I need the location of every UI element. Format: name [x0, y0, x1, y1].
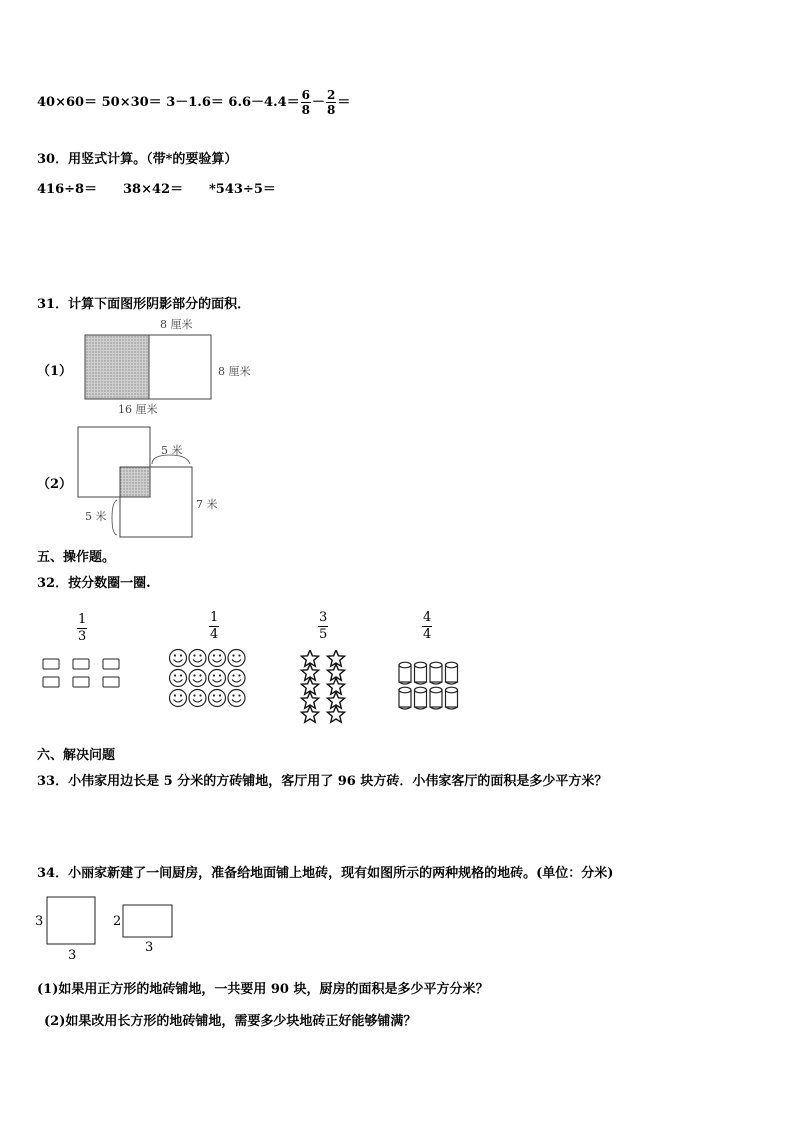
section-5-title: 五、操作题。 — [37, 550, 116, 565]
fraction-3-5: $\frac{3}{5}$ — [319, 610, 328, 642]
fig1-top-label: 8 厘米 — [160, 318, 193, 331]
section-6-title: 六、解决问题 — [37, 748, 116, 763]
fig1-bottom-label: 16 厘米 — [118, 403, 158, 416]
rect-side-label: 2 — [113, 914, 122, 929]
fraction-4-4: $\frac{4}{4}$ — [423, 610, 432, 642]
fraction-1-3: $\frac{1}{3}$ — [78, 612, 87, 644]
rectangle-icon — [43, 677, 59, 687]
arithmetic-line — [37, 88, 350, 117]
smiley-icon — [209, 650, 226, 667]
equals-sign: ＝ — [337, 95, 351, 110]
expr-2: 50×30＝ — [101, 95, 162, 110]
q34-sub2: (2)如果改用长方形的地砖铺地，需要多少块地砖正好能够铺满？ — [44, 1014, 417, 1029]
smiley-icon — [189, 670, 206, 687]
rectangle-icon — [73, 677, 89, 687]
q31-title: 31．计算下面图形阴影部分的面积． — [37, 297, 251, 312]
smiley-icon — [228, 690, 245, 707]
smiley-group — [168, 648, 253, 710]
q30-item-2: 38×42＝ — [123, 182, 184, 197]
q30-item-3: *543÷5＝ — [209, 182, 276, 197]
q32-title: 32．按分数圈一圈. — [37, 576, 151, 591]
q30-item-1: 416÷8＝ — [37, 182, 98, 197]
rectangle-group — [40, 655, 125, 690]
rectangle-icon — [103, 677, 119, 687]
shaded-rectangle-figure-1 — [80, 315, 270, 420]
fig2-top-label: 5 米 — [161, 444, 183, 457]
smiley-icon — [209, 690, 226, 707]
expr-4: 6.6－4.4＝ — [228, 95, 300, 110]
rectangle-icon — [43, 659, 59, 669]
smiley-icon — [170, 670, 187, 687]
shaded-square — [85, 335, 149, 399]
tile-figures — [30, 892, 190, 964]
smiley-icon — [209, 670, 226, 687]
cylinder-icon — [430, 687, 442, 709]
q34-sub1: (1)如果用正方形的地砖铺地，一共要用 90 块，厨房的面积是多少平方分米？ — [37, 982, 489, 997]
minus-sign: － — [312, 95, 326, 110]
smiley-icon — [189, 650, 206, 667]
expr-3: 3－1.6＝ — [166, 95, 224, 110]
square-side-label: 3 — [35, 914, 44, 929]
expr-1: 40×60＝ — [37, 95, 98, 110]
cylinder-icon — [415, 662, 427, 684]
fig2-right-label: 7 米 — [196, 498, 218, 511]
smiley-icon — [189, 690, 206, 707]
cylinder-group — [396, 660, 464, 714]
cylinder-icon — [446, 687, 458, 709]
rectangle-icon — [103, 659, 119, 669]
smiley-icon — [228, 670, 245, 687]
cylinder-icon — [399, 687, 411, 709]
rectangle-tile — [123, 905, 172, 937]
square-bottom-label: 3 — [68, 948, 77, 963]
overlap-squares-figure-2 — [75, 422, 235, 540]
fig1-label: （1） — [37, 364, 73, 379]
smiley-icon — [170, 690, 187, 707]
smiley-icon — [170, 650, 187, 667]
fig2-label: （2） — [37, 477, 73, 492]
rectangle-icon — [73, 659, 89, 669]
smiley-icon — [228, 650, 245, 667]
cylinder-icon — [399, 662, 411, 684]
cylinder-icon — [415, 687, 427, 709]
fig1-right-label: 8 厘米 — [218, 365, 251, 378]
star-group — [296, 650, 352, 725]
fraction-2-8: $\frac{2}{8}$ — [327, 88, 336, 117]
fraction-6-8: $\frac{6}{8}$ — [301, 88, 311, 117]
q34-question: 34．小丽家新建了一间厨房，准备给地面铺上地砖，现有如图所示的两种规格的地砖。(单位：分米) — [37, 866, 614, 881]
unshaded-square — [149, 335, 211, 399]
shaded-overlap — [120, 467, 150, 497]
cylinder-icon — [430, 662, 442, 684]
q30-title: 30．用竖式计算。（带*的要验算） — [37, 152, 238, 167]
rect-bottom-label: 3 — [145, 940, 154, 955]
fig2-left-label: 5 米 — [85, 510, 107, 523]
q33-question: 33．小伟家用边长是 5 分米的方砖铺地，客厅用了 96 块方砖．小伟家客厅的面积是多少平方米？ — [37, 774, 608, 789]
cylinder-icon — [446, 662, 458, 684]
fraction-1-4: $\frac{1}{4}$ — [210, 610, 219, 642]
square-tile — [47, 897, 95, 944]
